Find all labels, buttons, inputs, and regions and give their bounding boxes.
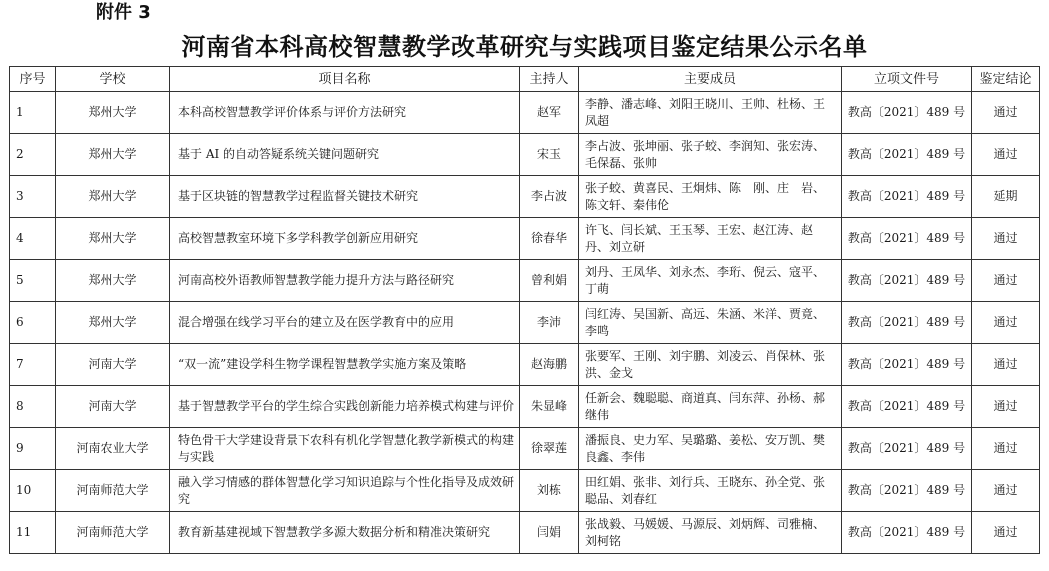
cell-doc: 教高〔2021〕489 号 xyxy=(842,512,972,554)
cell-doc: 教高〔2021〕489 号 xyxy=(842,428,972,470)
cell-no: 8 xyxy=(10,386,56,428)
cell-members: 潘振良、史力军、吴璐璐、姜松、安万凯、樊良鑫、李伟 xyxy=(579,428,842,470)
cell-members: 张要军、王刚、刘宇鹏、刘凌云、肖保林、张洪、金戈 xyxy=(579,344,842,386)
cell-school: 郑州大学 xyxy=(56,134,170,176)
cell-members: 张子蛟、黄喜民、王炯炜、陈 刚、庄 岩、陈文轩、秦伟伦 xyxy=(579,176,842,218)
cell-doc: 教高〔2021〕489 号 xyxy=(842,134,972,176)
table-row xyxy=(10,470,1040,512)
cell-members: 任新会、魏聪聪、商道真、闫东萍、孙杨、郝继伟 xyxy=(579,386,842,428)
column-header-no: 序号 xyxy=(10,67,56,92)
cell-project: 河南高校外语教师智慧教学能力提升方法与路径研究 xyxy=(170,260,520,302)
cell-doc: 教高〔2021〕489 号 xyxy=(842,218,972,260)
cell-school: 河南师范大学 xyxy=(56,470,170,512)
cell-no: 7 xyxy=(10,344,56,386)
column-header-school: 学校 xyxy=(56,67,170,92)
cell-host: 赵军 xyxy=(520,92,579,134)
cell-doc: 教高〔2021〕489 号 xyxy=(842,302,972,344)
table-row xyxy=(10,302,1040,344)
cell-project: 混合增强在线学习平台的建立及在医学教育中的应用 xyxy=(170,302,520,344)
column-header-doc: 立项文件号 xyxy=(842,67,972,92)
cell-school: 河南农业大学 xyxy=(56,428,170,470)
cell-no: 9 xyxy=(10,428,56,470)
cell-no: 11 xyxy=(10,512,56,554)
cell-members: 李占波、张坤丽、张子蛟、李润知、张宏涛、毛保磊、张帅 xyxy=(579,134,842,176)
table-row xyxy=(10,386,1040,428)
cell-members: 李静、潘志峰、刘阳王晓川、王帅、杜杨、王凤超 xyxy=(579,92,842,134)
cell-project: 教育新基建视域下智慧教学多源大数据分析和精准决策研究 xyxy=(170,512,520,554)
cell-result: 通过 xyxy=(972,386,1040,428)
table-row xyxy=(10,92,1040,134)
cell-project: 基于区块链的智慧教学过程监督关键技术研究 xyxy=(170,176,520,218)
cell-result: 通过 xyxy=(972,512,1040,554)
cell-no: 6 xyxy=(10,302,56,344)
cell-result: 通过 xyxy=(972,470,1040,512)
cell-result: 延期 xyxy=(972,176,1040,218)
cell-members: 田红娟、张非、刘行兵、王晓东、孙全党、张聪品、刘春红 xyxy=(579,470,842,512)
table-row xyxy=(10,176,1040,218)
results-table xyxy=(9,66,1040,554)
cell-host: 宋玉 xyxy=(520,134,579,176)
cell-doc: 教高〔2021〕489 号 xyxy=(842,260,972,302)
cell-school: 河南师范大学 xyxy=(56,512,170,554)
cell-school: 郑州大学 xyxy=(56,302,170,344)
cell-host: 徐春华 xyxy=(520,218,579,260)
cell-members: 张战毅、马媛媛、马源辰、刘炳辉、司雅楠、刘柯铭 xyxy=(579,512,842,554)
cell-doc: 教高〔2021〕489 号 xyxy=(842,386,972,428)
table-row xyxy=(10,260,1040,302)
cell-project: 基于智慧教学平台的学生综合实践创新能力培养模式构建与评价 xyxy=(170,386,520,428)
cell-members: 许飞、闫长斌、王玉琴、王宏、赵江涛、赵丹、刘立研 xyxy=(579,218,842,260)
cell-members: 刘丹、王凤华、刘永杰、李珩、倪云、寇平、丁萌 xyxy=(579,260,842,302)
cell-result: 通过 xyxy=(972,92,1040,134)
table-row xyxy=(10,428,1040,470)
cell-project: 基于 AI 的自动答疑系统关键问题研究 xyxy=(170,134,520,176)
cell-result: 通过 xyxy=(972,428,1040,470)
table-header-row xyxy=(10,67,1040,92)
table-row xyxy=(10,512,1040,554)
column-header-result: 鉴定结论 xyxy=(972,67,1040,92)
cell-doc: 教高〔2021〕489 号 xyxy=(842,92,972,134)
cell-host: 朱显峰 xyxy=(520,386,579,428)
cell-no: 5 xyxy=(10,260,56,302)
cell-project: 融入学习情感的群体智慧化学习知识追踪与个性化指导及成效研究 xyxy=(170,470,520,512)
cell-result: 通过 xyxy=(972,302,1040,344)
cell-host: 刘栋 xyxy=(520,470,579,512)
cell-school: 郑州大学 xyxy=(56,218,170,260)
column-header-host: 主持人 xyxy=(520,67,579,92)
cell-school: 郑州大学 xyxy=(56,92,170,134)
cell-school: 郑州大学 xyxy=(56,176,170,218)
cell-doc: 教高〔2021〕489 号 xyxy=(842,470,972,512)
cell-no: 3 xyxy=(10,176,56,218)
cell-school: 河南大学 xyxy=(56,386,170,428)
cell-project: “双一流”建设学科生物学课程智慧教学实施方案及策略 xyxy=(170,344,520,386)
cell-no: 2 xyxy=(10,134,56,176)
cell-result: 通过 xyxy=(972,260,1040,302)
cell-project: 特色骨干大学建设背景下农科有机化学智慧化教学新模式的构建与实践 xyxy=(170,428,520,470)
cell-no: 1 xyxy=(10,92,56,134)
cell-host: 闫娟 xyxy=(520,512,579,554)
cell-project: 高校智慧教室环境下多学科教学创新应用研究 xyxy=(170,218,520,260)
cell-result: 通过 xyxy=(972,218,1040,260)
cell-host: 曾利娟 xyxy=(520,260,579,302)
column-header-project: 项目名称 xyxy=(170,67,520,92)
attachment-label: 附件 3 xyxy=(96,2,151,23)
cell-school: 河南大学 xyxy=(56,344,170,386)
cell-members: 闫红涛、吴国新、高远、朱涵、米洋、贾竟、李鸣 xyxy=(579,302,842,344)
document-title: 河南省本科高校智慧教学改革研究与实践项目鉴定结果公示名单 xyxy=(181,32,868,61)
cell-no: 10 xyxy=(10,470,56,512)
column-header-members: 主要成员 xyxy=(579,67,842,92)
table-row xyxy=(10,218,1040,260)
cell-host: 李占波 xyxy=(520,176,579,218)
cell-project: 本科高校智慧教学评价体系与评价方法研究 xyxy=(170,92,520,134)
cell-school: 郑州大学 xyxy=(56,260,170,302)
cell-result: 通过 xyxy=(972,134,1040,176)
table-row xyxy=(10,134,1040,176)
cell-result: 通过 xyxy=(972,344,1040,386)
cell-doc: 教高〔2021〕489 号 xyxy=(842,176,972,218)
cell-host: 徐翠莲 xyxy=(520,428,579,470)
cell-host: 李沛 xyxy=(520,302,579,344)
cell-host: 赵海鹏 xyxy=(520,344,579,386)
table-row xyxy=(10,344,1040,386)
cell-doc: 教高〔2021〕489 号 xyxy=(842,344,972,386)
cell-no: 4 xyxy=(10,218,56,260)
